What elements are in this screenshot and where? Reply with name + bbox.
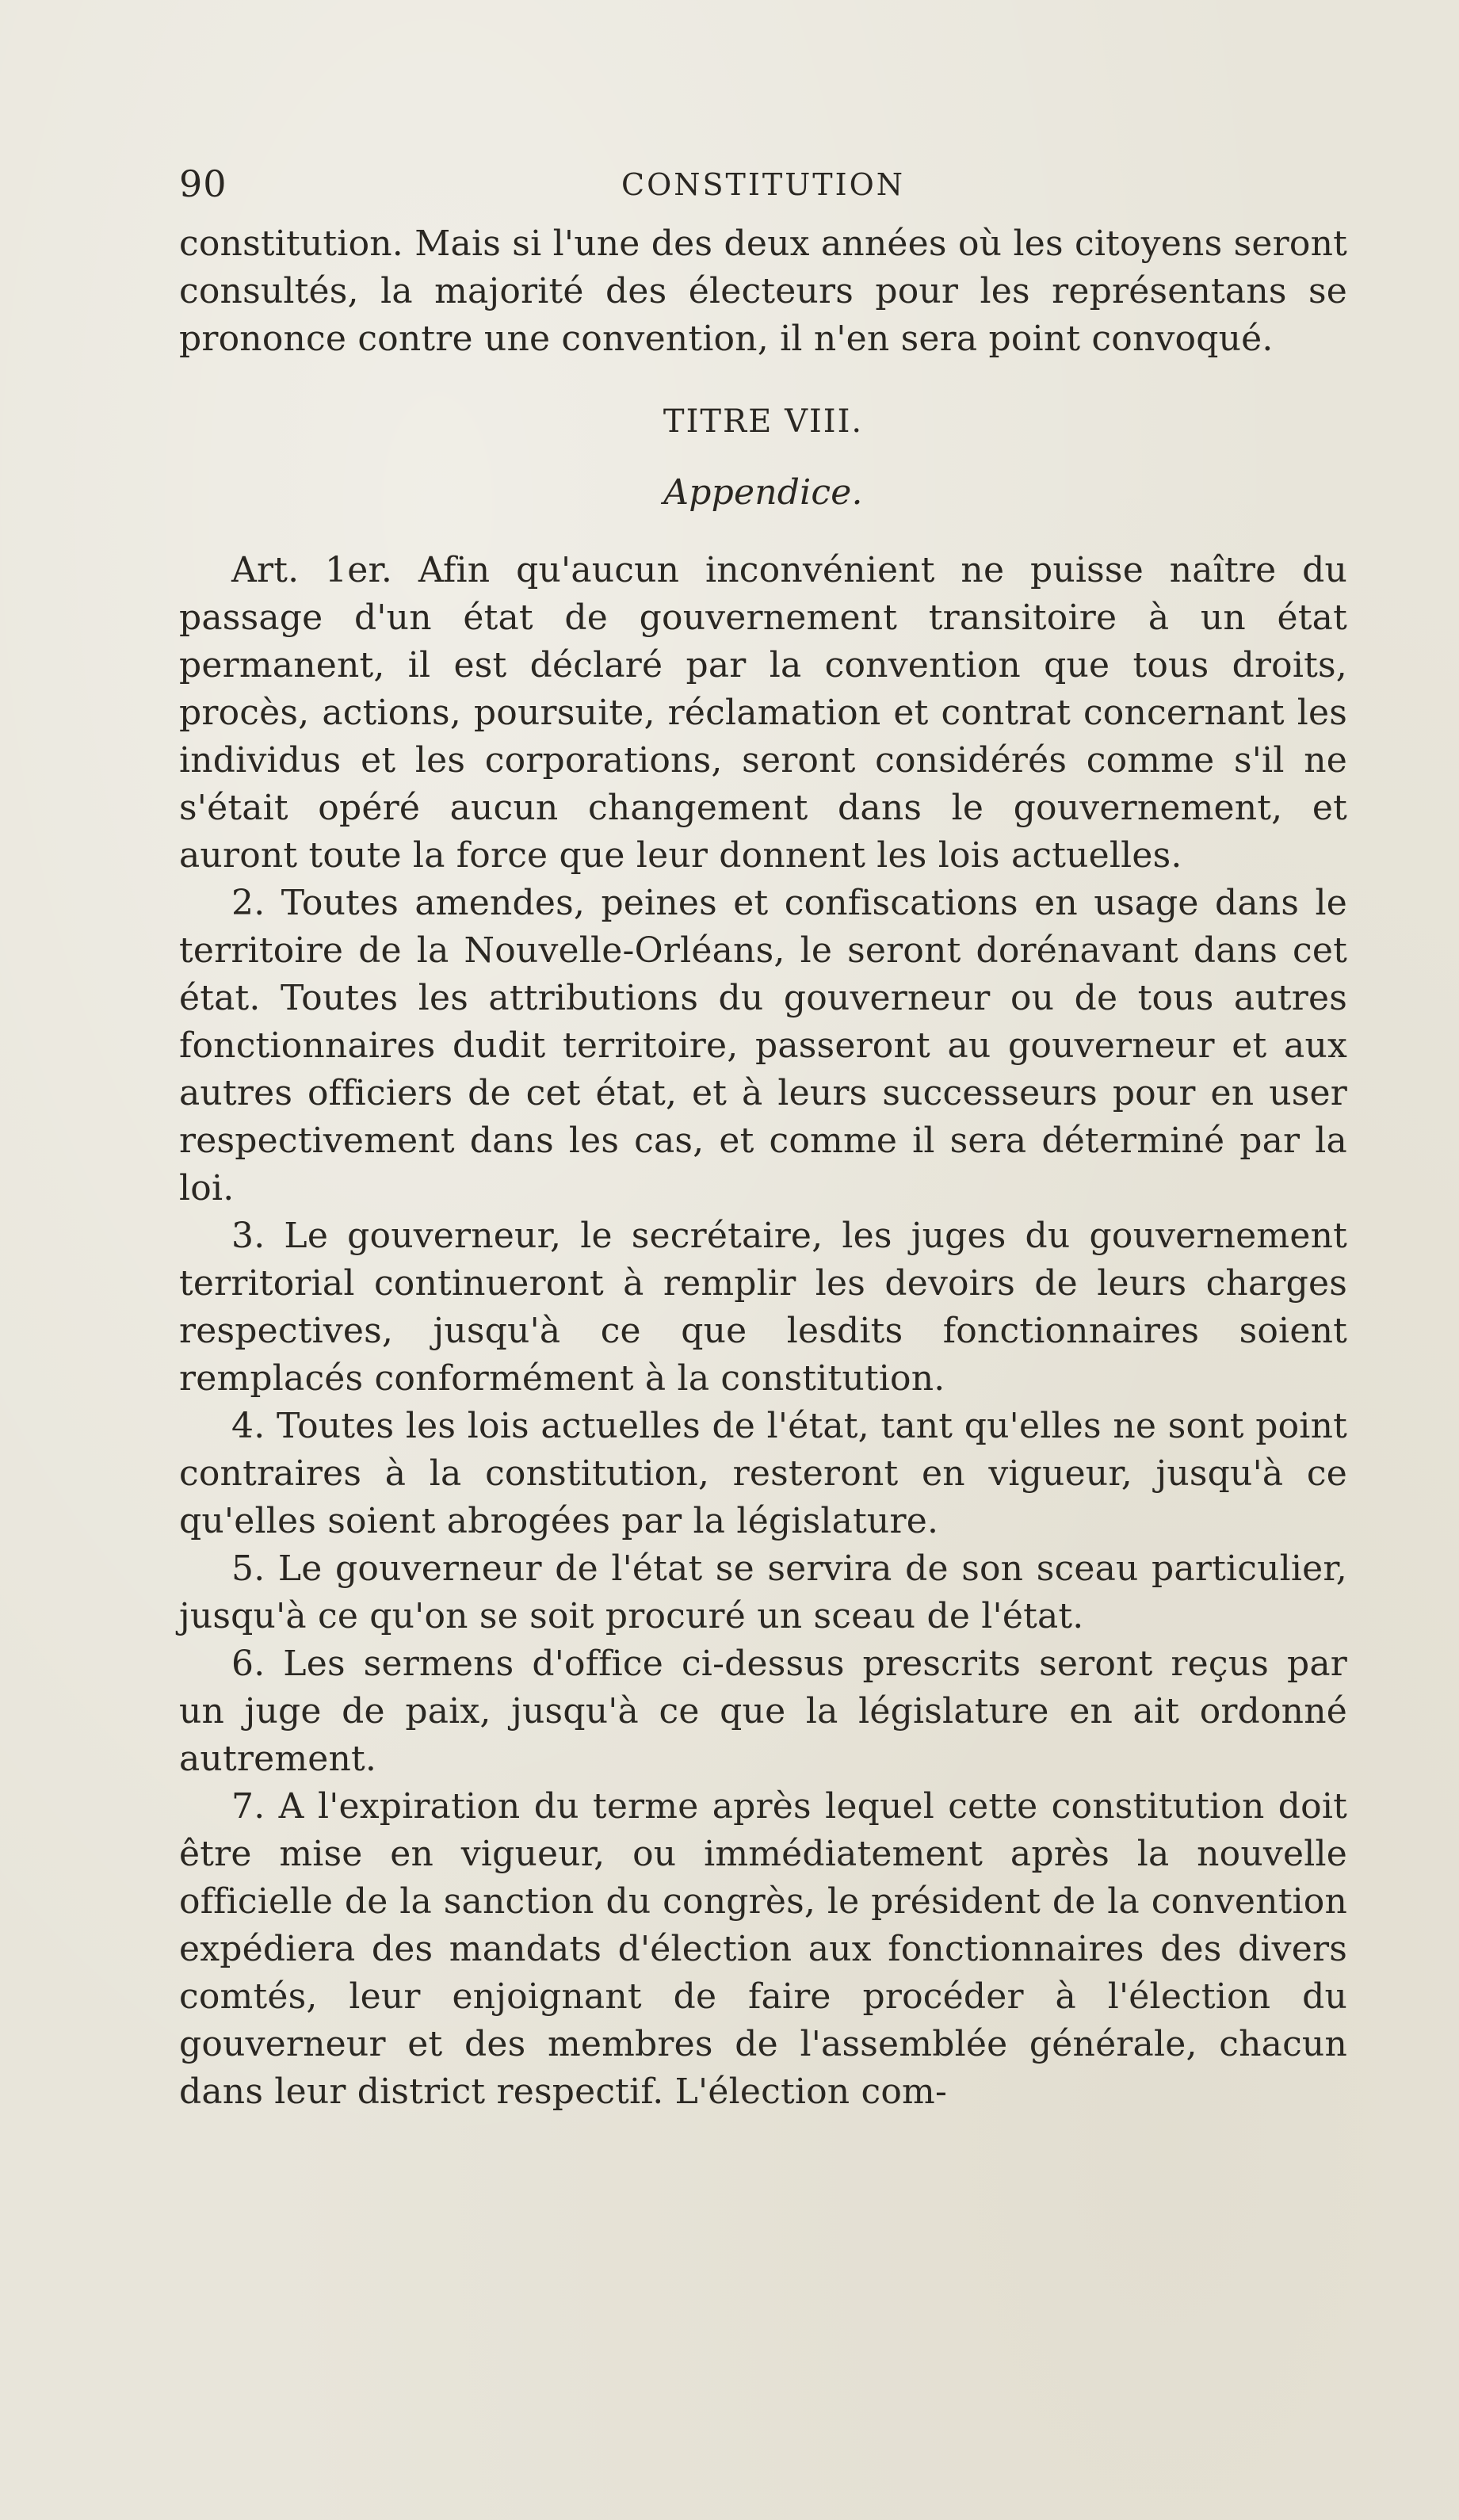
running-head-title: CONSTITUTION xyxy=(621,167,905,202)
page-number: 90 xyxy=(179,162,227,205)
section-subtitle: Appendice. xyxy=(663,472,863,513)
section-title: TITRE VIII. xyxy=(663,403,864,440)
article-2: 2. Toutes amendes, peines et confiscations en usage dans le territoire de la Nouvelle-Orléans, le seront dorénavant dans cet état. Toutes les attributions du gouverneur ou de tous autres fonctionnaires dudit territoire, passeront au gouverneur et aux autres officiers de cet état, et à leurs successeurs pour en user respectivement dans les cas, et comme il sera déterminé par la loi. xyxy=(179,883,1347,1208)
article-4: 4. Toutes les lois actuelles de l'état, tant qu'elles ne sont point contraires à la constitution, resteront en vigueur, jusqu'à ce qu'elles soient abrogées par la législature. xyxy=(179,1406,1347,1541)
continuation-paragraph: constitution. Mais si l'une des deux années où les citoyens seront consultés, la majorité des électeurs pour les représentans se prononce contre une convention, il n'en sera point convoqué. xyxy=(179,223,1347,359)
article-6: 6. Les sermens d'office ci-dessus prescrits seront reçus par un juge de paix, jusqu'à ce que la législature en ait ordonné autrement. xyxy=(179,1644,1347,1779)
article-3: 3. Le gouverneur, le secrétaire, les juges du gouvernement territorial continueront à remplir les devoirs de leurs charges respectives, jusqu'à ce que lesdits fonctionnaires soient remplacés conformément à la constitution. xyxy=(179,1216,1347,1399)
article-7: 7. A l'expiration du terme après lequel cette constitution doit être mise en vigueur, ou immédiatement après la nouvelle officielle de la sanction du congrès, le président de la convention expédiera des mandats d'élection aux fonctionnaires des divers comtés, leur enjoignant de faire procéder à l'élection du gouverneur et des membres de l'assemblée générale, chacun dans leur district respectif. L'élection com- xyxy=(179,1786,1347,2112)
running-head xyxy=(179,162,1347,210)
article-1: Art. 1er. Afin qu'aucun inconvénient ne puisse naître du passage d'un état de gouvernement transitoire à un état permanent, il est déclaré par la convention que tous droits, procès, actions, poursuite, réclamation et contrat concernant les individus et les corporations, seront considérés comme s'il ne s'était opéré aucun changement dans le gouvernement, et auront toute la force que leur donnent les lois actuelles. xyxy=(179,550,1347,876)
body-text xyxy=(179,220,1347,2116)
article-5: 5. Le gouverneur de l'état se servira de son sceau particulier, jusqu'à ce qu'on se soit procuré un sceau de l'état. xyxy=(179,1548,1347,1636)
